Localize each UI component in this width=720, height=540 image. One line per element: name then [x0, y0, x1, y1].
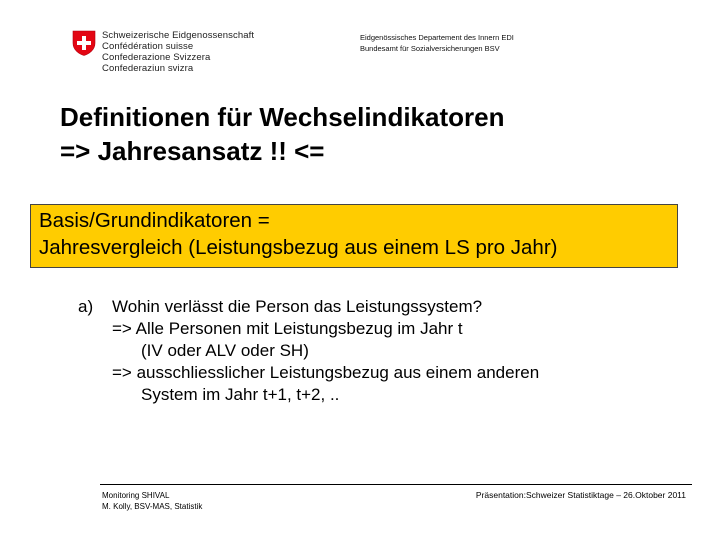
swiss-cross-shield-icon [72, 30, 96, 56]
list-marker: a) [78, 297, 94, 316]
confederation-line-it: Confederazione Svizzera [102, 52, 211, 63]
department-line: Eidgenössisches Departement des Innern EDI [360, 33, 514, 42]
confederation-name-block [102, 30, 254, 74]
definition-list [78, 296, 539, 406]
list-item [78, 296, 539, 318]
slide-title-line2: => Jahresansatz !! <= [60, 136, 325, 166]
definition-line2: Jahresvergleich (Leistungsbezug aus einem LS pro Jahr) [39, 236, 558, 259]
slide-title [60, 100, 504, 168]
definition-line1: Basis/Grundindikatoren = [39, 209, 270, 232]
list-line-all-persons: => Alle Personen mit Leistungsbezug im Jahr t [112, 319, 463, 338]
definition-highlight-box [30, 204, 678, 268]
footer-divider [100, 484, 692, 485]
list-line-exclusive: => ausschliesslicher Leistungsbezug aus einem anderen [112, 363, 540, 382]
footer-author: M. Kolly, BSV-MAS, Statistik [102, 502, 203, 511]
confederation-line-fr: Confédération suisse [102, 41, 194, 52]
slide-title-line1: Definitionen für Wechselindikatoren [60, 102, 505, 132]
list-line-systems: (IV oder ALV oder SH) [141, 341, 309, 360]
list-question: Wohin verlässt die Person das Leistungssystem? [112, 297, 483, 316]
footer-project: Monitoring SHIVAL [102, 491, 170, 500]
department-block [360, 32, 514, 54]
footer-presentation-info: Präsentation:Schweizer Statistiktage – 26.Oktober 2011 [475, 490, 686, 500]
list-line-years: System im Jahr t+1, t+2, .. [141, 385, 340, 404]
footer-author-block [102, 490, 202, 512]
office-line: Bundesamt für Sozialversicherungen BSV [360, 44, 500, 53]
confederation-line-rm: Confederaziun svizra [102, 63, 194, 74]
confederation-line-de: Schweizerische Eidgenossenschaft [102, 30, 255, 41]
